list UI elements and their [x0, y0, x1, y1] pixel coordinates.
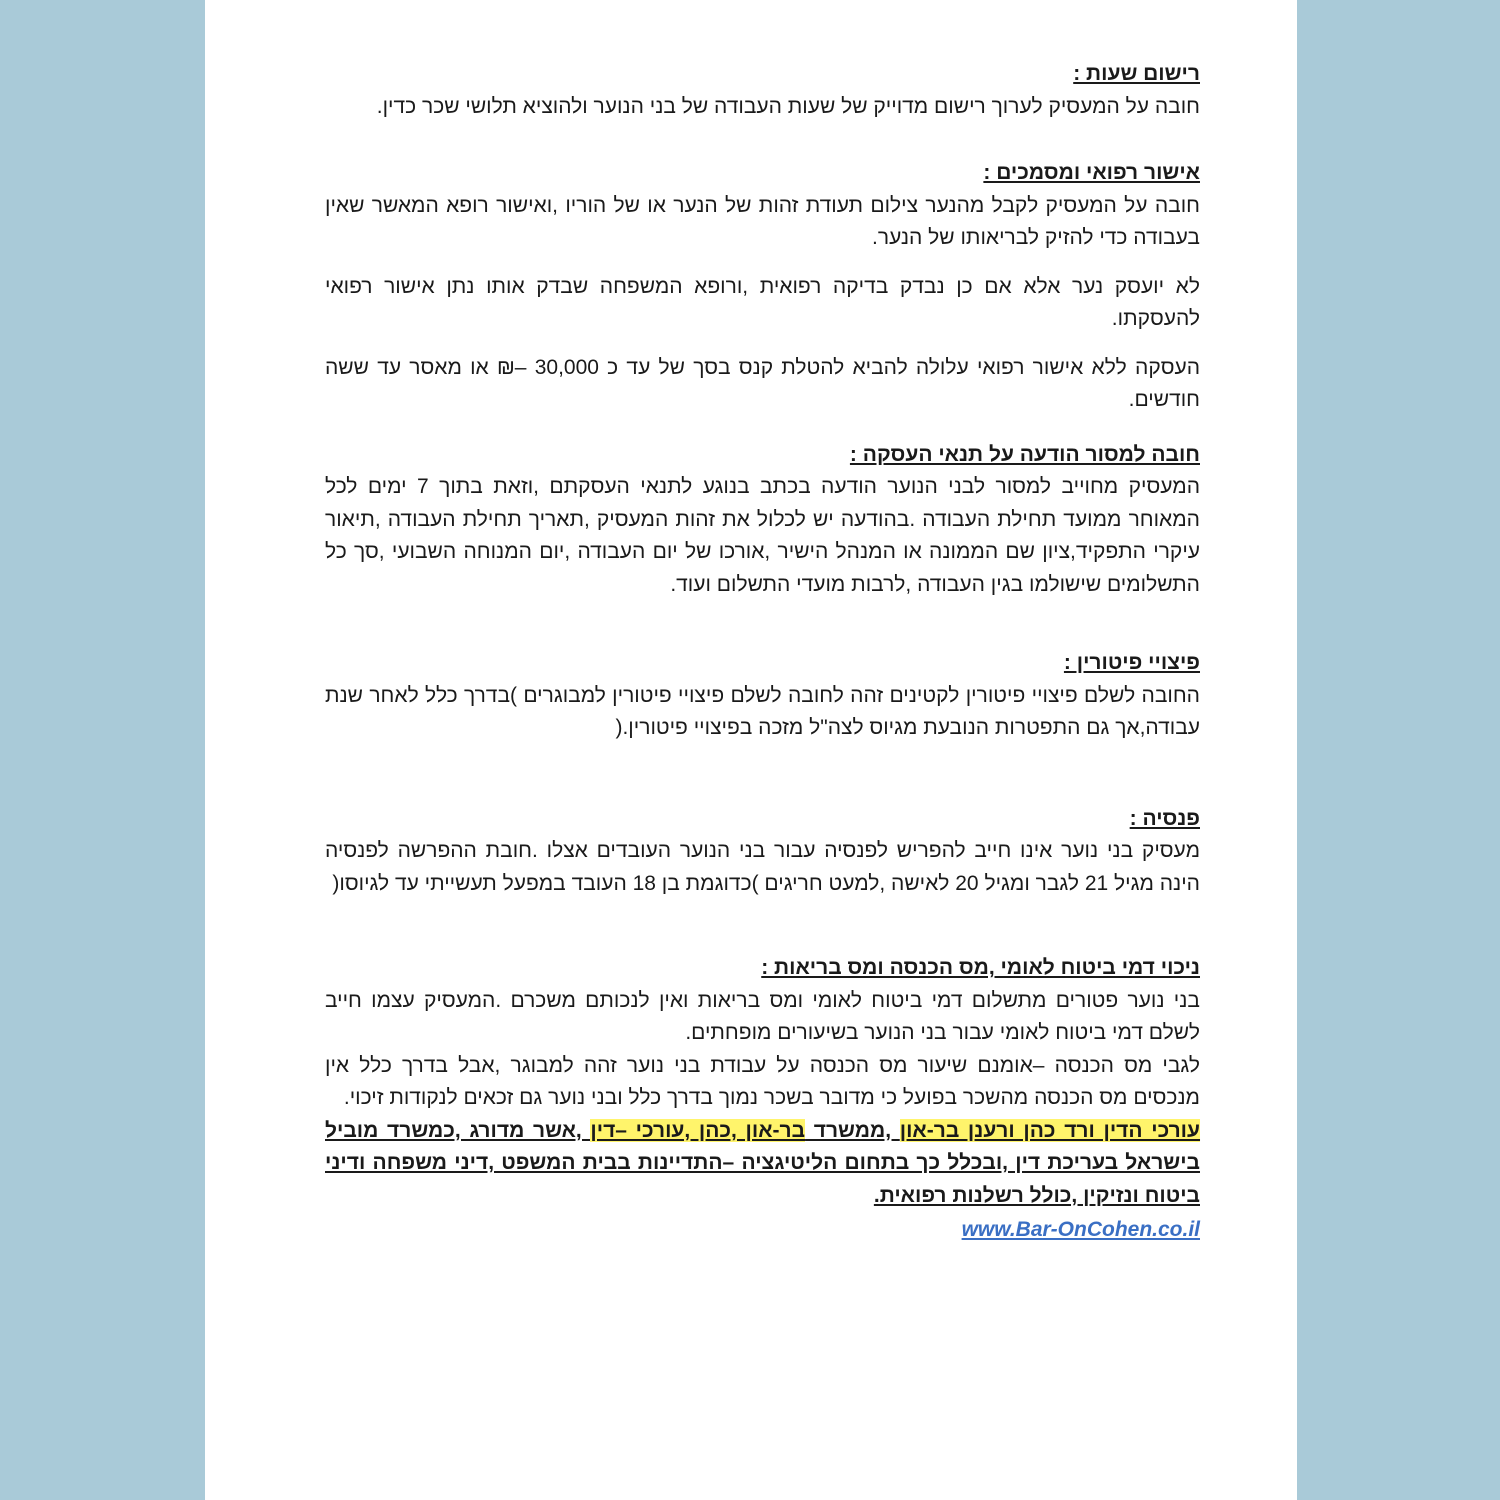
paragraph-pension: מעסיק בני נוער אינו חייב להפריש לפנסיה עבור בני הנוער העובדים אצלו .חובת ההפרשה לפנסיה הינה מגיל 21 לגבר ומגיל 20 לאישה ,למעט חריגים )כדוגמת בן 18 העובד במפעל תעשייתי עד לגיוסו( — [325, 839, 1200, 895]
heading-medical: אישור רפואי ומסמכים : — [983, 161, 1200, 184]
footer-from-office: ,ממשרד — [805, 1118, 900, 1142]
heading-severance: פיצויי פיטורין : — [1063, 651, 1200, 674]
heading-records: רישום שעות : — [1073, 62, 1200, 85]
document-page — [205, 0, 1297, 1500]
paragraph-deductions-1: בני נוער פטורים מתשלום דמי ביטוח לאומי ומס בריאות ואין לנכותם משכרם .המעסיק עצמו חייב לשלם דמי ביטוח לאומי עבור בני הנוער בשיעורים מופחתים. — [325, 988, 1200, 1044]
heading-notice: חובה למסור הודעה על תנאי העסקה : — [849, 442, 1200, 466]
heading-deductions: ניכוי דמי ביטוח לאומי ,מס הכנסה ומס בריאות : — [761, 956, 1200, 979]
footer-authors-highlight: עורכי הדין ורד כהן ורענן בר-און — [899, 1118, 1201, 1142]
footer-description: ,אשר מדורג ,כמשרד מוביל בישראל בעריכת דין ,ובכלל כך בתחום הליטיגציה –התדיינות בבית המשפט ,דיני משפחה ודיני ביטוח ונזיקין ,כולל רשלנות רפואית. — [325, 1118, 1200, 1207]
document-content — [325, 58, 1200, 1247]
paragraph-medical-2: לא יועסק נער אלא אם כן נבדק בדיקה רפואית ,ורופא המשפחה שבדק אותו נתן אישור רפואי להעסקתו. — [325, 274, 1200, 330]
paragraph-notice: המעסיק מחוייב למסור לבני הנוער הודעה בכתב בנוגע לתנאי העסקתם ,וזאת בתוך 7 ימים לכל המאוחר ממועד תחילת העבודה .בהודעה יש לכלול את זהות המעסיק ,תאריך תחילת העבודה ,תיאור עיקרי התפקיד,ציון שם הממונה או המנהל הישיר ,אורכו של יום העבודה ,יום המנוחה השבועי ,סך כל התשלומים שישולמו בגין העבודה ,לרבות מועדי התשלום ועוד. — [325, 475, 1201, 596]
paragraph-deductions-2: לגבי מס הכנסה –אומנם שיעור מס הכנסה על עבודת בני נוער זהה למבוגר ,אבל בדרך כלל אין מנכסים מס הכנסה מהשכר בפועל כי מדובר בשכר נמוך בדרך כלל ובני נוער גם זכאים לנקודות זיכוי. — [325, 1053, 1200, 1109]
paragraph-medical-3: העסקה ללא אישור רפואי עלולה להביא להטלת קנס בסך של עד כ 30,000 –₪ או מאסר עד ששה חודשים. — [325, 355, 1201, 411]
heading-pension: פנסיה : — [1129, 806, 1200, 830]
paragraph-medical-1: חובה על המעסיק לקבל מהנער צילום תעודת זהות של הנער או של הוריו ,ואישור רופא המאשר שאין בעבודה כדי להזיק לבריאותו של הנער. — [325, 193, 1200, 249]
paragraph-severance: החובה לשלם פיצויי פיטורין לקטינים זהה לחובה לשלם פיצויי פיטורין למבוגרים )בדרך כלל לאחר שנת עבודה,אך גם התפטרות הנובעת מגיוס לצה"ל מזכה בפיצויי פיטורין.( — [325, 683, 1200, 739]
paragraph-records: חובה על המעסיק לערוך רישום מדוייק של שעות העבודה של בני הנוער ולהוציא תלושי שכר כדין. — [376, 94, 1200, 118]
website-link[interactable]: www.Bar-OnCohen.co.il — [961, 1218, 1200, 1241]
footer-firm-highlight: בר-און ,כהן ,עורכי –דין — [590, 1118, 806, 1142]
footer-credits — [325, 1115, 1200, 1213]
